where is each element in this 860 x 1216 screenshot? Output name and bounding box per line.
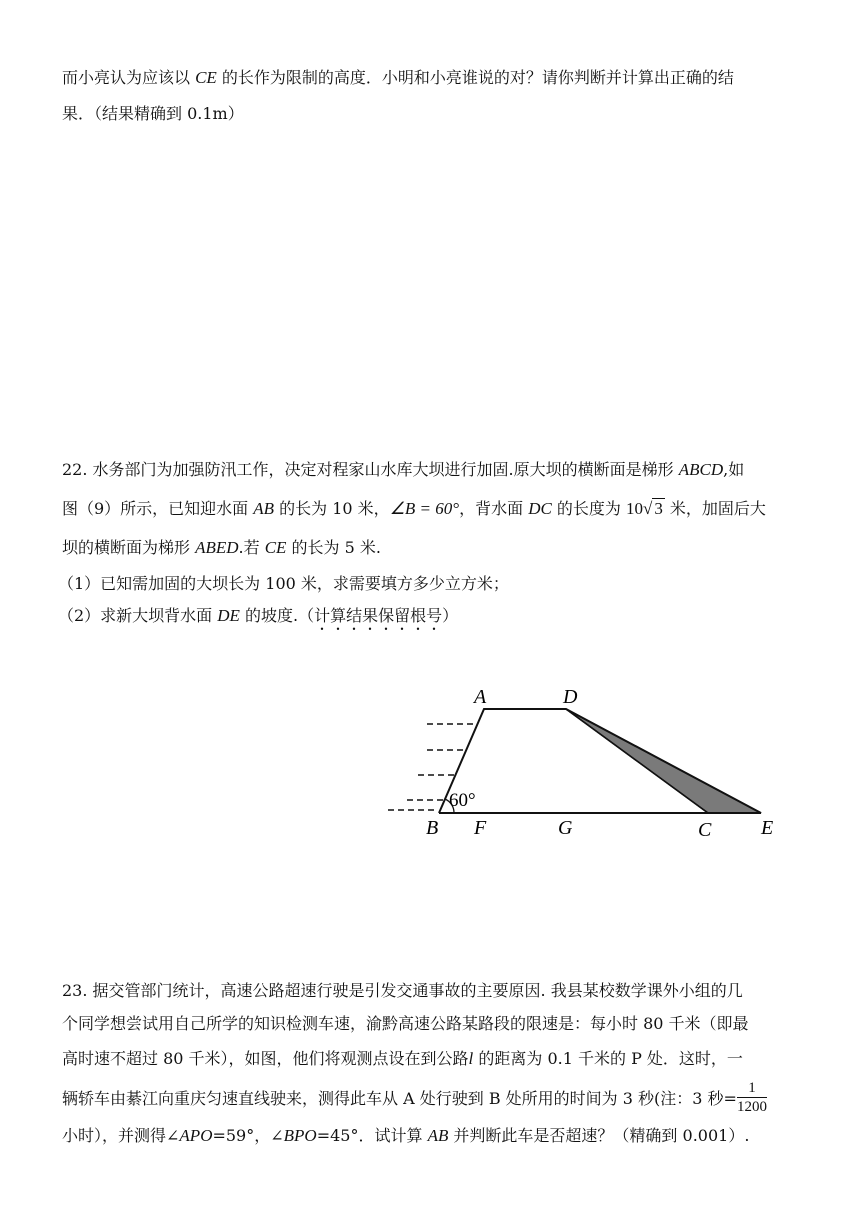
text: ,如 [723,460,745,479]
math-ab: AB [253,499,275,518]
math-l: l [468,1049,474,1068]
q21-line-2: 果．（结果精确到 0.1m） [62,104,244,123]
q23-line-3 [62,1049,743,1069]
math-bpo: BPO [283,1126,317,1145]
math-de: DE [217,606,240,625]
text: 坝的横断面为梯形 [62,538,196,557]
text: （2）求新大坝背水面 [58,606,218,625]
text: 而小亮认为应该以 [62,68,196,87]
label-f: F [474,817,487,839]
q23-line-4 [62,1081,767,1118]
math-10-root-3 [626,499,665,518]
label-e: E [761,817,774,839]
fraction-1-1200 [737,1079,767,1116]
text: 米，加固后大 [664,499,766,518]
q22-line-1 [62,460,744,480]
math-ce: CE [264,538,287,557]
text: 的长为 5 米. [286,538,381,557]
math-apo: APO [179,1126,213,1145]
math-ce: CE [195,68,217,87]
math-abcd: ABCD [678,460,724,479]
q22-line-2 [62,499,766,519]
math-angle-b: ∠B = 60° [389,499,460,518]
label-c: C [698,819,712,841]
text: 22. 水务部门为加强防汛工作，决定对程家山水库大坝进行加固.原大坝的横断面是梯形 [62,460,679,479]
text: 高时速不超过 80 千米），如图，他们将观测点设在到公路 [62,1049,469,1068]
math-ab: AB [427,1126,449,1145]
text: 辆轿车由綦江向重庆匀速直线驶来，测得此车从 A 处行驶到 B 处所用的时间为 3 秒(注：3 秒= [62,1089,737,1108]
math-abed: ABED [195,538,239,557]
coefficient: 10 [626,499,643,518]
text: 小时），并测得∠ [62,1126,180,1145]
q23-line-2: 个同学想尝试用自己所学的知识检测车速，渝黔高速公路某路段的限速是：每小时 80 千米（即最 [62,1014,749,1033]
text: .若 [238,538,265,557]
dc-segment [566,709,708,813]
text: 图（9）所示，已知迎水面 [62,499,254,518]
label-d: D [563,686,578,708]
label-b: B [426,817,439,839]
dam-cross-section-figure [380,680,790,850]
text: ） [442,606,459,625]
q22-part-2 [58,606,458,634]
text: 的坡度.（ [239,606,315,625]
math-dc: DC [528,499,552,518]
text: 的长度为 [551,499,626,518]
label-a: A [474,686,487,708]
text: ，背水面 [459,499,529,518]
text: 的长作为限制的高度．小明和小亮谁说的对？请你判断并计算出正确的结 [216,68,734,87]
q21-line-1 [62,68,734,88]
q23-line-1: 23. 据交管部门统计，高速公路超速行驶是引发交通事故的主要原因. 我县某校数学课外小组的几 [62,981,743,1000]
radical [643,499,665,519]
emphasized-text: 计算结果保留根号 [314,606,443,625]
numerator: 1 [737,1079,767,1098]
angle-label: 60° [449,790,476,811]
text: 的距离为 0.1 千米的 P 处．这时，一 [473,1049,743,1068]
text: 并判断此车是否超速？（精确到 0.001）. [448,1126,750,1145]
radicand: 3 [654,499,663,518]
text: 的长为 10 米， [274,499,390,518]
label-g: G [558,817,573,839]
radical-sign: √ [643,499,653,518]
q22-part-1: （1）已知需加固的大坝长为 100 米，求需要填方多少立方米； [58,574,509,593]
q23-line-5 [62,1126,749,1146]
text: =45°．试计算 [316,1126,428,1145]
text: =59°，∠ [212,1126,284,1145]
denominator: 1200 [736,1099,767,1115]
q22-line-3 [62,538,381,558]
